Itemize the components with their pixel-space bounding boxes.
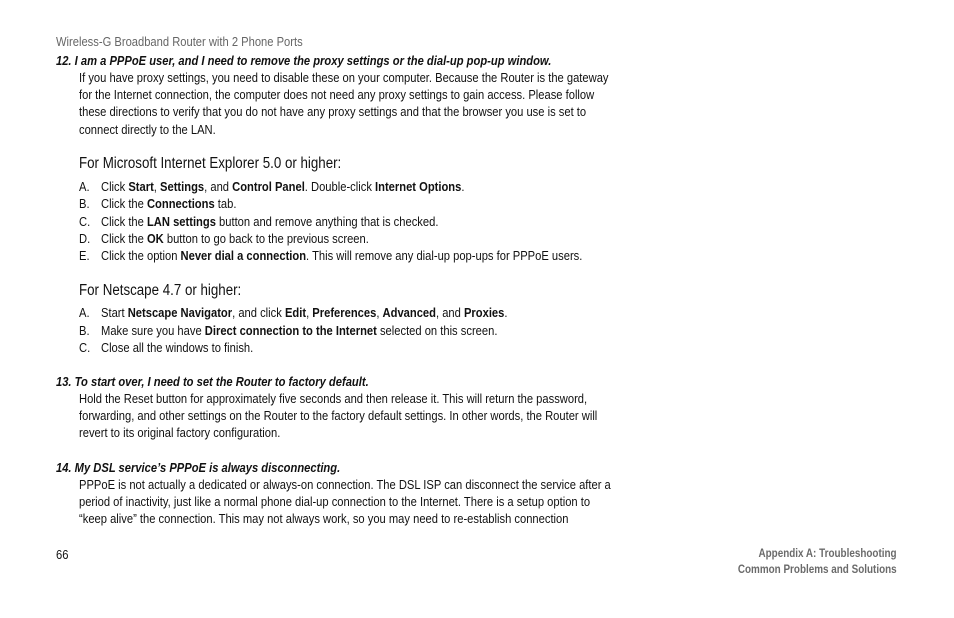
running-header-title: Wireless-G Broadband Router with 2 Phone Ports [56,34,303,49]
question-12-heading: 12. I am a PPPoE user, and I need to remove the proxy settings or the dial-up pop-up window. [56,53,552,68]
question-14-heading: 14. My DSL service’s PPPoE is always disconnecting. [56,460,341,475]
question-13-heading: 13. To start over, I need to set the Router to factory default. [56,374,369,389]
question-14-answer [79,476,697,528]
paragraph-line: “keep alive” the connection. This may not always work, so you may need to re-establish connection [79,511,569,527]
ie-subheading: For Microsoft Internet Explorer 5.0 or higher: [79,155,342,172]
page-number: 66 [56,547,69,562]
question-12-answer [79,69,695,138]
paragraph-line: If you have proxy settings, you need to disable these on your computer. Because the Router is the gateway [79,70,609,85]
paragraph-line: these directions to verify that you do not have any proxy settings and that the browser you use is set to [79,104,587,120]
footer-chapter: Appendix A: Troubleshooting [758,548,897,560]
paragraph-line: connect directly to the LAN. [79,121,216,137]
paragraph-line: PPPoE is not actually a dedicated or always-on connection. The DSL ISP can disconnect the service after a [79,477,611,492]
paragraph-line: revert to its original factory configuration. [79,425,281,441]
paragraph-line: Hold the Reset button for approximately five seconds and then release it. This will return the password, [79,391,588,406]
question-13-answer [79,390,682,442]
paragraph-line: period of inactivity, just like a normal phone dial-up connection to the Internet. There is a setup option to [79,494,591,510]
paragraph-line: forwarding, and other settings on the Router to the factory default settings. In other words, the Router will [79,408,598,424]
footer-section: Common Problems and Solutions [738,564,897,576]
netscape-subheading: For Netscape 4.7 or higher: [79,282,242,299]
paragraph-line: for the Internet connection, the computer does not need any proxy settings to gain access. Please follow [79,87,595,103]
running-header [56,34,343,49]
